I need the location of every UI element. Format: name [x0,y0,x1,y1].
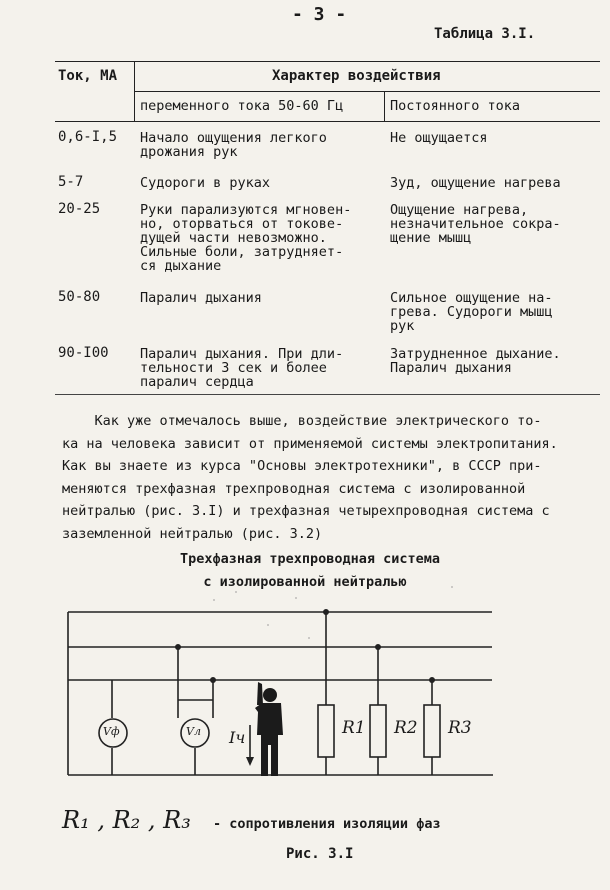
table-row-5-current: 90-I00 [58,345,109,361]
page-number: - 3 - [292,4,347,25]
figure-caption: Рис. 3.I [286,846,354,862]
junction-dot [175,644,181,650]
current-label: Iч [229,728,246,747]
table-row-4-current: 50-80 [58,289,101,305]
col-current-header: Ток, МА [58,68,118,84]
table-row-3-ac: Руки парализуются мгновен- но, оторваться от токове- дущей части невозможно. Сильные боли, затрудняет- ся дыхание [140,202,352,274]
table-row-4-dc: Сильное ощущение на- грева. Судороги мышц рук [390,290,553,334]
paragraph-line: Как вы знаете из курса "Основы электротехники", в СССР при- [62,458,542,474]
current-arrowhead-icon [246,757,254,766]
person-icon [255,682,283,776]
resistor-r3 [424,705,440,757]
table-row-1-ac: Начало ощущения легкого дрожания рук [140,130,327,160]
paragraph-line: нейтралью (рис. 3.I) и трехфазная четырехпроводная система с [62,503,550,519]
paragraph-line: меняются трехфазная трехпроводная система с изолированной [62,480,526,497]
phase-voltmeter-label: Vф [103,725,120,738]
col-effect-header: Характер воздействия [272,68,441,84]
junction-dot [429,677,435,683]
junction-dot [210,677,216,683]
paragraph-line: заземленной нейтралью (рис. 3.2) [62,525,323,542]
resistor-r2-label: R2 [394,718,418,738]
paragraph-line: ка на человека зависит от применяемой системы электропитания. [62,435,558,452]
resistor-r1-label: R1 [342,718,366,738]
table-row-3-current: 20-25 [58,201,101,217]
table-row-4-ac: Паралич дыхания [140,290,262,306]
table-row-2-current: 5-7 [58,174,84,190]
resistance-legend [62,806,441,834]
table-row-1-current: 0,6-I,5 [58,129,118,145]
table-row-5-dc: Затрудненное дыхание. Паралич дыхания [390,346,561,376]
table-row-3-dc: Ощущение нагрева, незначительное сокра- щение мышц [390,202,561,246]
table-row-5-ac: Паралич дыхания. При дли- тельности 3 сек и более паралич сердца [140,346,344,390]
figure-title-line-1: Трехфазная трехпроводная система [179,551,441,567]
junction-dot [323,609,329,615]
figure-title-line-2: с изолированной нейтралью [203,574,407,590]
table-row-2-ac: Судороги в руках [140,175,271,191]
resistor-r2 [370,705,386,757]
sub-dc-header: Постоянного тока [390,98,521,114]
junction-dot [375,644,381,650]
resistor-r3-label: R3 [448,718,472,738]
table-row-1-dc: Не ощущается [390,130,488,146]
legend-symbols: R₁ , R₂ , R₃ [62,806,191,834]
legend-text: - сопротивления изоляции фаз [213,816,441,832]
resistor-r1 [318,705,334,757]
sub-ac-header: переменного тока 50-60 Гц [140,98,344,114]
table-row-2-dc: Зуд, ощущение нагрева [390,175,561,191]
table-label: Таблица 3.I. [434,26,536,42]
line-voltmeter-label: Vл [186,725,201,738]
paragraph-line: Как уже отмечалось выше, воздействие электрического то- [62,413,542,429]
